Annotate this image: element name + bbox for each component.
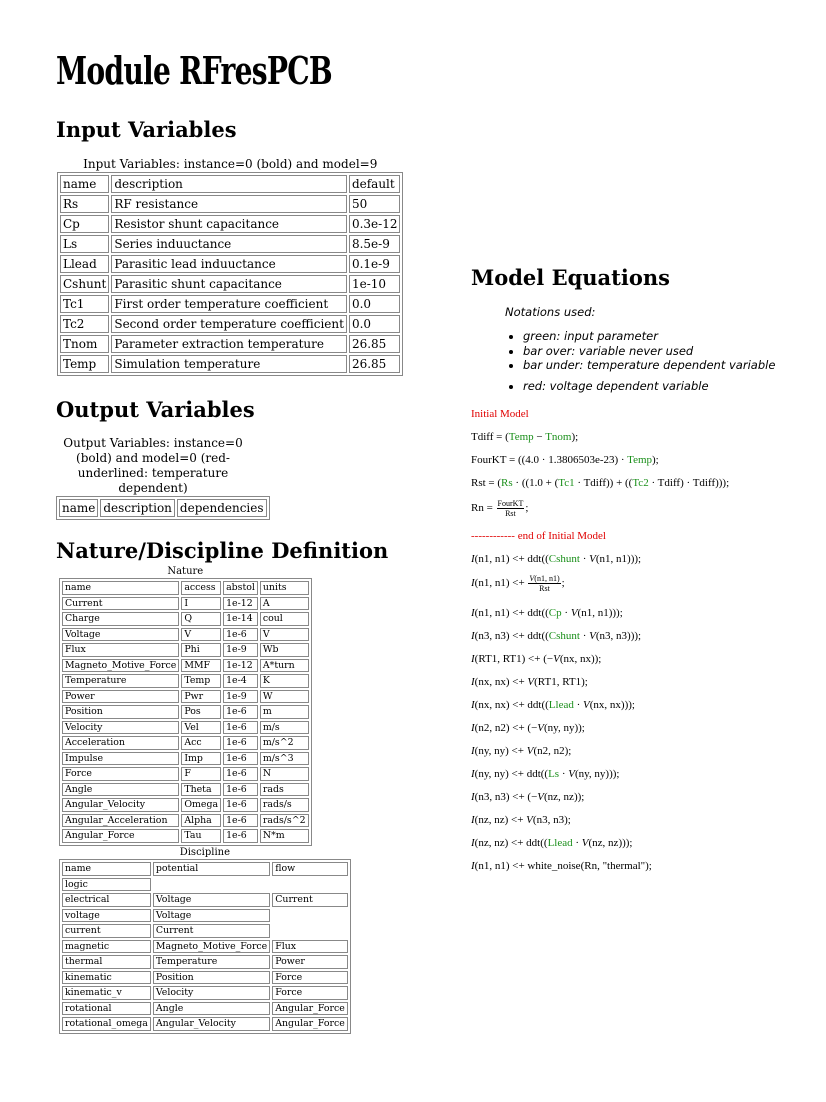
table-row bbox=[60, 235, 400, 253]
table-cell: 0.0 bbox=[349, 295, 401, 313]
table-row bbox=[60, 255, 400, 273]
input-variables-table bbox=[57, 172, 403, 376]
table-cell: Tc1 bbox=[60, 295, 109, 313]
table-header-cell: potential bbox=[153, 862, 270, 876]
table-header-cell: name bbox=[59, 499, 98, 517]
equation-contribution: I(n3, n3) <+ (−V(nz, nz)); bbox=[471, 791, 585, 803]
table-cell: 0.1e-9 bbox=[349, 255, 401, 273]
table-cell: 1e-6 bbox=[223, 783, 258, 797]
table-cell: 8.5e-9 bbox=[349, 235, 401, 253]
equation-contribution: I(n1, n1) <+ white_noise(Rn, "thermal"); bbox=[471, 860, 652, 872]
table-cell: voltage bbox=[62, 909, 151, 923]
notations-list bbox=[523, 329, 775, 393]
end-initial-model-label: ------------ end of Initial Model bbox=[471, 530, 606, 542]
table-cell: 0.3e-12 bbox=[349, 215, 401, 233]
table-cell: magnetic bbox=[62, 940, 151, 954]
output-variables-heading: Output Variables bbox=[56, 397, 255, 422]
equation-contribution: I(n1, n1) <+ ddt((Cshunt · V(n1, n1))); bbox=[471, 553, 642, 565]
table-cell: Tau bbox=[181, 829, 221, 843]
table-cell: 1e-6 bbox=[223, 736, 258, 750]
discipline-section bbox=[59, 847, 351, 1034]
table-cell: Omega bbox=[181, 798, 221, 812]
table-header-row bbox=[59, 499, 267, 517]
table-header-row bbox=[62, 862, 348, 876]
table-cell: current bbox=[62, 924, 151, 938]
table-cell: 1e-14 bbox=[223, 612, 258, 626]
equation-tdiff: Tdiff = (Temp − Tnom); bbox=[471, 431, 579, 443]
notations-title: Notations used: bbox=[505, 305, 596, 319]
table-header-cell: dependencies bbox=[177, 499, 267, 517]
table-cell: Flux bbox=[272, 940, 348, 954]
table-cell: First order temperature coefficient bbox=[111, 295, 347, 313]
table-cell: Angular_Force bbox=[272, 1002, 348, 1016]
table-cell: Pwr bbox=[181, 690, 221, 704]
table-cell: N bbox=[260, 767, 309, 781]
table-header-cell: default bbox=[349, 175, 401, 193]
table-cell: Power bbox=[272, 955, 348, 969]
table-cell bbox=[153, 878, 270, 892]
table-header-cell: name bbox=[60, 175, 109, 193]
table-cell: rads/s^2 bbox=[260, 814, 309, 828]
table-cell: 1e-6 bbox=[223, 798, 258, 812]
table-cell: A*turn bbox=[260, 659, 309, 673]
table-cell: 1e-6 bbox=[223, 814, 258, 828]
table-row bbox=[62, 643, 309, 657]
table-cell: Wb bbox=[260, 643, 309, 657]
notation-item: • bar over: variable never used bbox=[523, 344, 775, 359]
table-cell: Impulse bbox=[62, 752, 179, 766]
table-row bbox=[62, 612, 309, 626]
equation-contribution: I(nx, nx) <+ ddt((Llead · V(nx, nx))); bbox=[471, 699, 635, 711]
initial-model-label: Initial Model bbox=[471, 408, 529, 420]
nature-table bbox=[59, 578, 312, 846]
equation-rn: Rn = $\frac{\text{FourKT}}{\text{Rst}}$ ; bbox=[471, 499, 529, 518]
table-row bbox=[60, 215, 400, 233]
table-cell: rads bbox=[260, 783, 309, 797]
table-cell: Voltage bbox=[153, 893, 270, 907]
table-cell: Alpha bbox=[181, 814, 221, 828]
table-cell: Current bbox=[62, 597, 179, 611]
table-row bbox=[62, 878, 348, 892]
table-cell: Angular_Force bbox=[62, 829, 179, 843]
table-cell: 1e-6 bbox=[223, 705, 258, 719]
equation-contribution: I(n1, n1) <+ ddt((Cp · V(n1, n1))); bbox=[471, 607, 623, 619]
table-cell: Cshunt bbox=[60, 275, 109, 293]
table-row bbox=[62, 971, 348, 985]
table-cell: Angular_Velocity bbox=[153, 1017, 270, 1031]
model-equations-heading: Model Equations bbox=[471, 265, 670, 290]
table-cell: N*m bbox=[260, 829, 309, 843]
table-cell: 1e-12 bbox=[223, 597, 258, 611]
table-cell: Angular_Acceleration bbox=[62, 814, 179, 828]
equation-contribution: I(n3, n3) <+ ddt((Cshunt · V(n3, n3))); bbox=[471, 630, 642, 642]
table-header-cell: flow bbox=[272, 862, 348, 876]
table-cell: V bbox=[260, 628, 309, 642]
table-cell: 1e-6 bbox=[223, 628, 258, 642]
table-cell: kinematic bbox=[62, 971, 151, 985]
table-header-row bbox=[60, 175, 400, 193]
table-row bbox=[60, 335, 400, 353]
table-cell bbox=[272, 924, 348, 938]
table-row bbox=[62, 674, 309, 688]
discipline-table bbox=[59, 859, 351, 1034]
equation-contribution: I(nz, nz) <+ V(n3, n3); bbox=[471, 814, 571, 826]
table-header-cell: units bbox=[260, 581, 309, 595]
table-cell: I bbox=[181, 597, 221, 611]
table-header-cell: description bbox=[100, 499, 175, 517]
table-cell: Simulation temperature bbox=[111, 355, 347, 373]
table-cell: Current bbox=[153, 924, 270, 938]
table-row bbox=[62, 1017, 348, 1031]
equation-contribution: I(nz, nz) <+ ddt((Llead · V(nz, nz))); bbox=[471, 837, 633, 849]
table-cell: 1e-6 bbox=[223, 721, 258, 735]
table-cell: Current bbox=[272, 893, 348, 907]
table-row bbox=[62, 767, 309, 781]
table-cell: 1e-9 bbox=[223, 690, 258, 704]
table-cell: Force bbox=[272, 971, 348, 985]
table-cell: 1e-9 bbox=[223, 643, 258, 657]
table-cell: 1e-10 bbox=[349, 275, 401, 293]
table-cell: coul bbox=[260, 612, 309, 626]
table-cell: Parasitic shunt capacitance bbox=[111, 275, 347, 293]
table-row bbox=[62, 736, 309, 750]
table-cell bbox=[272, 909, 348, 923]
output-variables-table bbox=[56, 496, 270, 520]
table-cell: Cp bbox=[60, 215, 109, 233]
table-cell: Temp bbox=[181, 674, 221, 688]
table-cell: Temperature bbox=[153, 955, 270, 969]
table-cell: Tc2 bbox=[60, 315, 109, 333]
input-variables-caption: Input Variables: instance=0 (bold) and model=9 bbox=[83, 157, 378, 171]
table-cell: 1e-6 bbox=[223, 829, 258, 843]
table-cell: Voltage bbox=[153, 909, 270, 923]
table-cell: Llead bbox=[60, 255, 109, 273]
equation-contribution: I(nx, nx) <+ V(RT1, RT1); bbox=[471, 676, 588, 688]
table-cell: Resistor shunt capacitance bbox=[111, 215, 347, 233]
table-cell: Angle bbox=[153, 1002, 270, 1016]
table-cell: Force bbox=[62, 767, 179, 781]
table-row bbox=[62, 752, 309, 766]
table-cell: F bbox=[181, 767, 221, 781]
table-cell: Parasitic lead induuctance bbox=[111, 255, 347, 273]
equation-contribution: I(ny, ny) <+ V(n2, n2); bbox=[471, 745, 572, 757]
table-cell: 1e-6 bbox=[223, 767, 258, 781]
table-row bbox=[62, 783, 309, 797]
table-row bbox=[62, 924, 348, 938]
table-cell: Acc bbox=[181, 736, 221, 750]
table-cell: Phi bbox=[181, 643, 221, 657]
table-row bbox=[62, 721, 309, 735]
page-title: Module RFresPCB bbox=[56, 48, 332, 93]
table-cell: Q bbox=[181, 612, 221, 626]
table-row bbox=[62, 940, 348, 954]
table-cell: K bbox=[260, 674, 309, 688]
table-cell: Theta bbox=[181, 783, 221, 797]
table-cell: rotational bbox=[62, 1002, 151, 1016]
output-variables-caption: Output Variables: instance=0 (bold) and model=0 (red-underlined: temperature dependent) bbox=[63, 436, 243, 495]
equation-fourkt: FourKT = ((4.0 · 1.3806503e-23) · Temp); bbox=[471, 454, 659, 466]
table-row bbox=[62, 798, 309, 812]
table-cell: m/s^3 bbox=[260, 752, 309, 766]
nature-caption: Nature bbox=[167, 566, 204, 577]
table-cell: A bbox=[260, 597, 309, 611]
notation-item: • bar under: temperature dependent variable bbox=[523, 358, 775, 373]
table-cell: Ls bbox=[60, 235, 109, 253]
nature-section bbox=[59, 566, 312, 846]
table-row bbox=[60, 195, 400, 213]
nature-discipline-heading: Nature/Discipline Definition bbox=[56, 538, 389, 563]
table-row bbox=[60, 315, 400, 333]
table-cell: MMF bbox=[181, 659, 221, 673]
table-cell: Temp bbox=[60, 355, 109, 373]
table-row bbox=[60, 275, 400, 293]
equation-contribution: I(RT1, RT1) <+ (−V(nx, nx)); bbox=[471, 653, 602, 665]
table-row bbox=[62, 705, 309, 719]
table-cell: 26.85 bbox=[349, 335, 401, 353]
table-cell: 1e-4 bbox=[223, 674, 258, 688]
table-header-cell: description bbox=[111, 175, 347, 193]
table-cell bbox=[272, 878, 348, 892]
table-cell: Charge bbox=[62, 612, 179, 626]
table-cell: 50 bbox=[349, 195, 401, 213]
table-row bbox=[62, 628, 309, 642]
equation-rst: Rst = (Rs · ((1.0 + (Tc1 · Tdiff)) + ((Tc2 · Tdiff) · Tdiff))); bbox=[471, 477, 730, 489]
table-cell: thermal bbox=[62, 955, 151, 969]
table-cell: 1e-12 bbox=[223, 659, 258, 673]
table-cell: Magneto_Motive_Force bbox=[153, 940, 270, 954]
table-cell: Force bbox=[272, 986, 348, 1000]
table-row bbox=[62, 814, 309, 828]
notation-item: • red: voltage dependent variable bbox=[523, 379, 775, 394]
table-cell: Velocity bbox=[153, 986, 270, 1000]
table-cell: 0.0 bbox=[349, 315, 401, 333]
table-cell: kinematic_v bbox=[62, 986, 151, 1000]
table-cell: Acceleration bbox=[62, 736, 179, 750]
table-cell: Series induuctance bbox=[111, 235, 347, 253]
table-header-cell: name bbox=[62, 581, 179, 595]
equation-contribution: I(n1, n1) <+ $\frac{V(n1, n1)}{\text{Rst}}$ ; bbox=[471, 574, 565, 593]
table-cell: 1e-6 bbox=[223, 752, 258, 766]
table-row bbox=[62, 986, 348, 1000]
table-cell: 26.85 bbox=[349, 355, 401, 373]
input-variables-section bbox=[57, 157, 403, 376]
table-header-cell: name bbox=[62, 862, 151, 876]
table-cell: m/s bbox=[260, 721, 309, 735]
table-row bbox=[62, 909, 348, 923]
table-cell: m/s^2 bbox=[260, 736, 309, 750]
table-cell: Position bbox=[153, 971, 270, 985]
table-row bbox=[62, 893, 348, 907]
table-cell: W bbox=[260, 690, 309, 704]
table-cell: rads/s bbox=[260, 798, 309, 812]
table-cell: Second order temperature coefficient bbox=[111, 315, 347, 333]
table-cell: V bbox=[181, 628, 221, 642]
table-cell: Vel bbox=[181, 721, 221, 735]
table-row bbox=[62, 597, 309, 611]
table-cell: Angle bbox=[62, 783, 179, 797]
table-cell: Flux bbox=[62, 643, 179, 657]
table-row bbox=[62, 1002, 348, 1016]
table-row bbox=[62, 955, 348, 969]
table-cell: Angular_Velocity bbox=[62, 798, 179, 812]
table-row bbox=[62, 829, 309, 843]
table-row bbox=[62, 659, 309, 673]
table-header-cell: access bbox=[181, 581, 221, 595]
table-cell: Pos bbox=[181, 705, 221, 719]
table-cell: RF resistance bbox=[111, 195, 347, 213]
equation-contribution: I(ny, ny) <+ ddt((Ls · V(ny, ny))); bbox=[471, 768, 620, 780]
table-cell: Voltage bbox=[62, 628, 179, 642]
table-header-cell: abstol bbox=[223, 581, 258, 595]
table-cell: electrical bbox=[62, 893, 151, 907]
table-cell: Rs bbox=[60, 195, 109, 213]
table-row bbox=[60, 295, 400, 313]
discipline-caption: Discipline bbox=[179, 847, 231, 858]
table-cell: Velocity bbox=[62, 721, 179, 735]
table-cell: rotational_omega bbox=[62, 1017, 151, 1031]
table-cell: Angular_Force bbox=[272, 1017, 348, 1031]
notation-item: • green: input parameter bbox=[523, 329, 775, 344]
table-cell: logic bbox=[62, 878, 151, 892]
table-cell: Parameter extraction temperature bbox=[111, 335, 347, 353]
table-header-row bbox=[62, 581, 309, 595]
table-cell: Magneto_Motive_Force bbox=[62, 659, 179, 673]
table-cell: Power bbox=[62, 690, 179, 704]
table-cell: m bbox=[260, 705, 309, 719]
input-variables-heading: Input Variables bbox=[56, 117, 237, 142]
table-cell: Imp bbox=[181, 752, 221, 766]
output-variables-section bbox=[56, 436, 264, 520]
table-cell: Temperature bbox=[62, 674, 179, 688]
equation-contribution: I(n2, n2) <+ (−V(ny, ny)); bbox=[471, 722, 585, 734]
table-cell: Position bbox=[62, 705, 179, 719]
table-row bbox=[60, 355, 400, 373]
table-cell: Tnom bbox=[60, 335, 109, 353]
notations-block bbox=[505, 305, 775, 393]
table-row bbox=[62, 690, 309, 704]
